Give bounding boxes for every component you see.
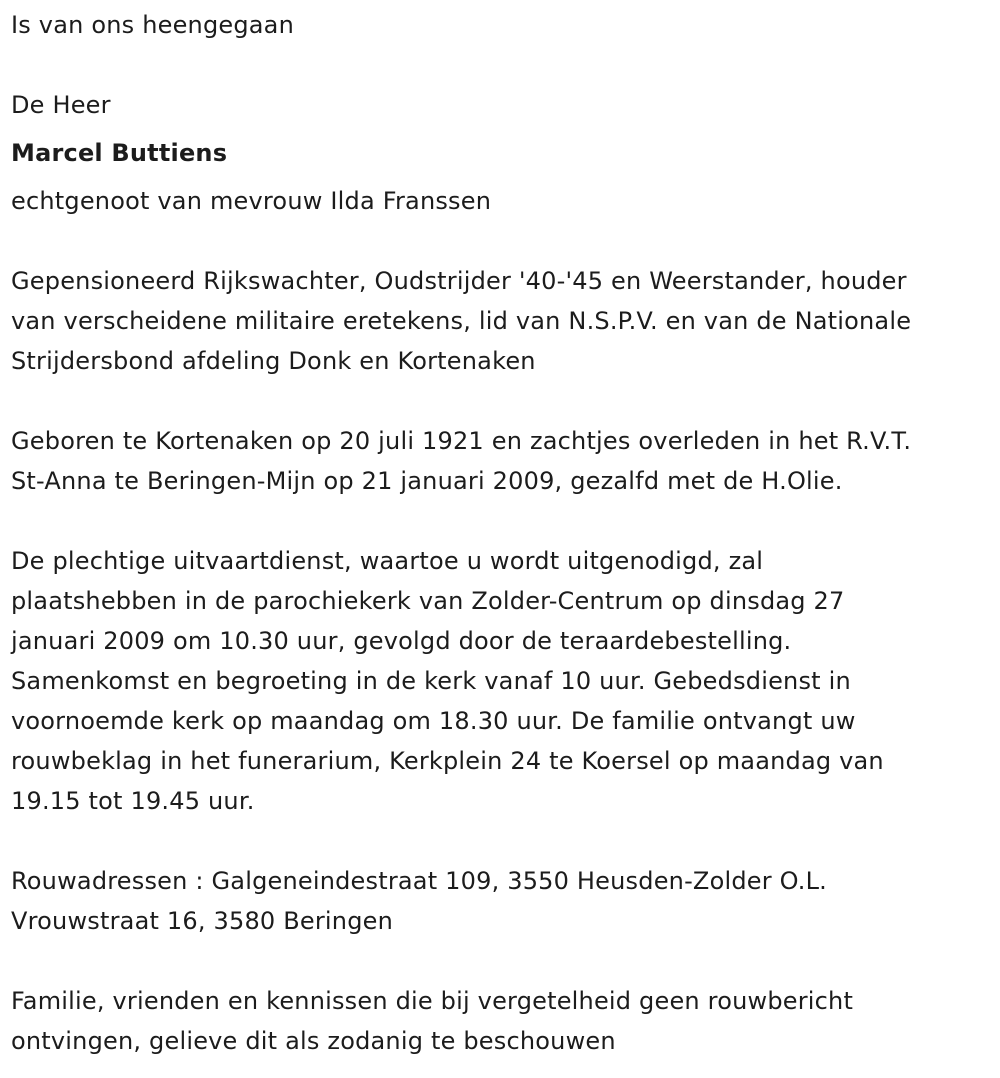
closing-line: ontvingen, gelieve dit als zodanig te beschouwen (11, 1027, 616, 1055)
titles-line: Strijdersbond afdeling Donk en Kortenaken (11, 347, 536, 375)
birth-death-line: St-Anna te Beringen-Mijn op 21 januari 2009, gezalfd met de H.Olie. (11, 467, 843, 495)
spouse-line: echtgenoot van mevrouw Ilda Franssen (11, 187, 492, 215)
ceremony-line: voornoemde kerk op maandag om 18.30 uur. De familie ontvangt uw (11, 707, 856, 735)
intro-line: Is van ons heengegaan (11, 11, 295, 39)
address-line: Vrouwstraat 16, 3580 Beringen (11, 907, 394, 935)
ceremony-line: 19.15 tot 19.45 uur. (11, 787, 255, 815)
birth-death-line: Geboren te Kortenaken op 20 juli 1921 en zachtjes overleden in het R.V.T. (11, 427, 912, 455)
titles-line: Gepensioneerd Rijkswachter, Oudstrijder '40-'45 en Weerstander, houder (11, 267, 907, 295)
titles-line: van verscheidene militaire eretekens, lid van N.S.P.V. en van de Nationale (11, 307, 912, 335)
ceremony-line: Samenkomst en begroeting in de kerk vanaf 10 uur. Gebedsdienst in (11, 667, 851, 695)
salutation: De Heer (11, 91, 111, 119)
address-line: Rouwadressen : Galgeneindestraat 109, 3550 Heusden-Zolder O.L. (11, 867, 827, 895)
closing-line: Familie, vrienden en kennissen die bij vergetelheid geen rouwbericht (11, 987, 854, 1015)
ceremony-line: rouwbeklag in het funerarium, Kerkplein 24 te Koersel op maandag van (11, 747, 884, 775)
ceremony-line: januari 2009 om 10.30 uur, gevolgd door de teraardebestelling. (11, 627, 792, 655)
ceremony-line: plaatshebben in de parochiekerk van Zolder-Centrum op dinsdag 27 (11, 587, 845, 615)
ceremony-line: De plechtige uitvaartdienst, waartoe u wordt uitgenodigd, zal (11, 547, 764, 575)
deceased-name: Marcel Buttiens (11, 139, 228, 167)
